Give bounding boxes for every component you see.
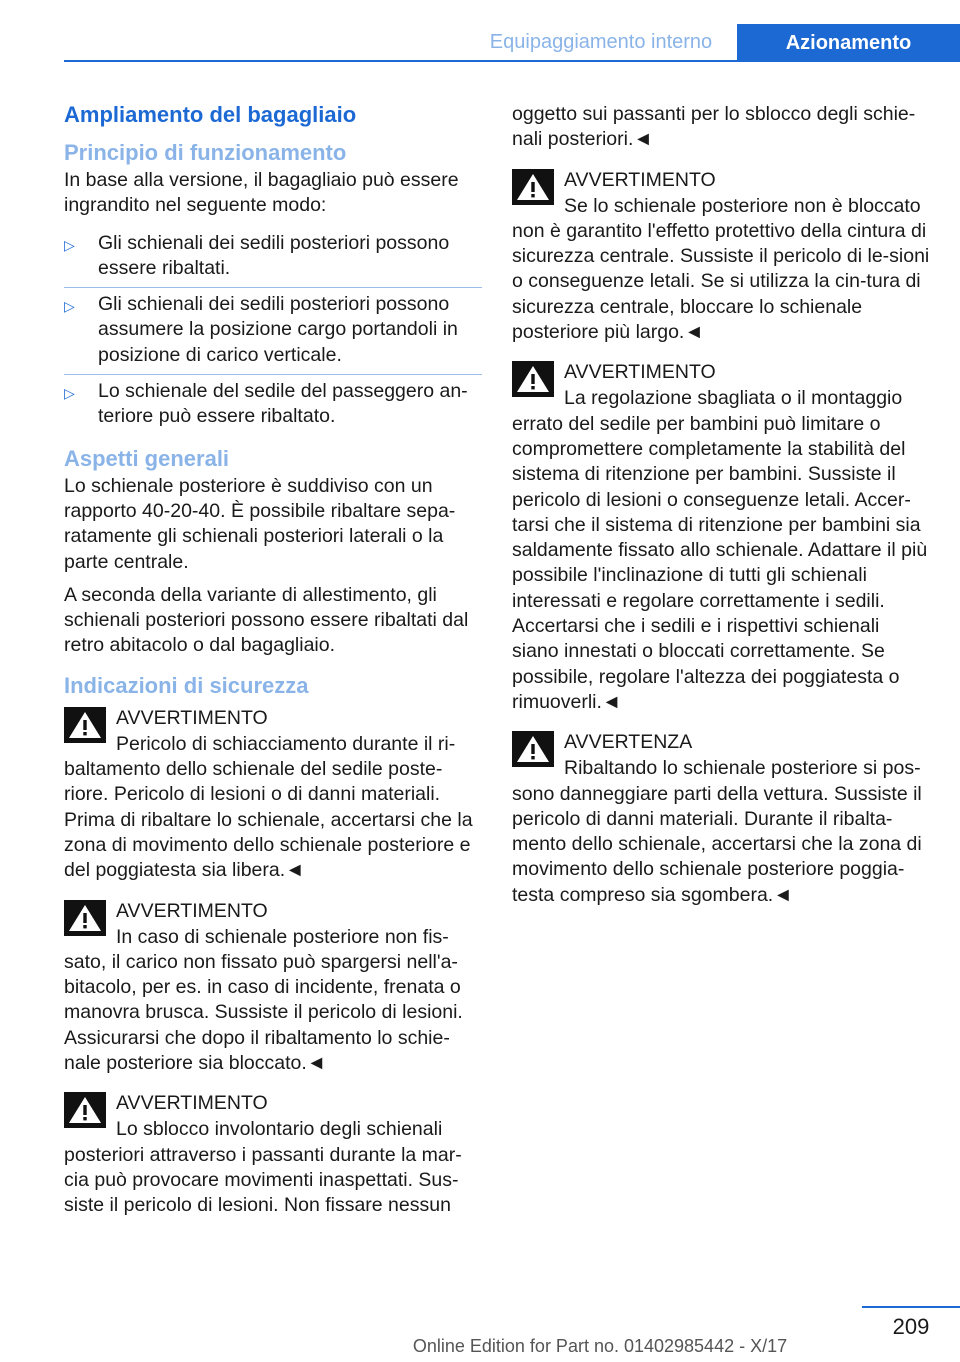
warning-text: Ribaltando lo schienale posteriore si pos‐sono danneggiare parti della vettura. Sussiste il pericolo di danni materiali. Durante il ribalta‐mento dello schienale, accertarsi che la zona di movimento dello schienale posteriore poggia‐testa compreso sia sgombera.◄ — [512, 757, 922, 906]
warning-text: In caso di schienale posteriore non fis‐sato, il carico non fissato può spargersi nell'a‐bitacolo, per es. in caso di incidente, frenata o manovra brusca. Sussiste il pericolo di lesioni. Assicurarsi che dopo il ribaltamento lo schie‐nale posteriore sia bloccato.◄ — [64, 925, 463, 1075]
warning-text: Lo sblocco involontario degli schienali posteriori attraverso i passanti durante la mar‐cia può provocare movimenti inaspettati. Sus‐siste il pericolo di lesioni. Non fissare nessun — [64, 1118, 462, 1217]
warning-block — [64, 898, 482, 1077]
header-rule — [64, 60, 960, 62]
warning-triangle-icon — [512, 169, 554, 205]
list-item — [64, 375, 482, 436]
triangle-right-icon: ▷ — [64, 236, 75, 253]
warning-triangle-icon — [64, 1092, 106, 1128]
warning-block — [512, 359, 930, 715]
section-title: Ampliamento del bagagliaio — [64, 102, 357, 127]
warning-triangle-icon — [512, 361, 554, 397]
list-item-text: Lo schienale del sedile del passeggero an‐teriore può essere ribaltato. — [98, 380, 468, 428]
warning-block — [512, 729, 930, 908]
warning-block — [64, 1090, 482, 1218]
general-paragraph-1: Lo schienale posteriore è suddiviso con un rapporto 40-20-40. È possibile ribaltare sepa‐ratamente gli schienali posteriori laterali o la parte centrale. — [64, 474, 456, 573]
warning-text: La regolazione sbagliata o il montaggio errato del sedile per bambini può limitare o compromettere completamente la stabilità del sistema di ritenzione per bambini. Sussiste il pericolo di lesioni o conseguenze letali. Accer‐tarsi che il sistema di ritenzione per bambini sia saldamente fissato allo schienale. Adattare il più possibile l'inclinazione di tutti gli schienali interessati e regolare correttamente i sedili. Accertarsi che i sedili e i rispettivi schienali siano innestati o bloccati correttamente. Se possibile, regolare l'altezza dei poggiatesta o rimuoverli.◄ — [512, 387, 928, 713]
left-column — [64, 100, 482, 1233]
general-paragraph-2: A seconda della variante di allestimento, gli schienali posteriori possono essere ribaltati dal retro abitacolo o dal bagagliaio. — [64, 583, 469, 657]
warning-title: AVVERTIMENTO — [116, 899, 268, 922]
right-column — [512, 102, 930, 922]
edition-note: Online Edition for Part no. 01402985442 - X/17 — [412, 1336, 788, 1356]
triangle-right-icon: ▷ — [64, 385, 75, 402]
header-section: Equipaggiamento interno — [489, 30, 713, 53]
warning-triangle-icon — [64, 900, 106, 936]
warning-title: AVVERTIMENTO — [116, 1092, 268, 1115]
warning-text: Pericolo di schiacciamento durante il ri‐baltamento dello schienale del sedile poste‐riore. Pericolo di lesioni o di danni materiali. Prima di ribaltare lo schienale, accertarsi che la zona di movimento dello schienale posteriore e del poggiatesta sia libera.◄ — [64, 732, 473, 882]
list-item-text: Gli schienali dei sedili posteriori possono essere ribaltati. — [98, 231, 450, 279]
triangle-right-icon: ▷ — [64, 298, 75, 315]
warning-title: AVVERTIMENTO — [116, 706, 268, 729]
intro-paragraph: In base alla versione, il bagagliaio può essere ingrandito nel seguente modo: — [64, 169, 459, 217]
warning-block — [512, 167, 930, 346]
page-number: 209 — [892, 1314, 930, 1339]
list-item — [64, 227, 482, 289]
warning-block — [64, 705, 482, 884]
footer-rule — [862, 1306, 960, 1308]
warning-title: AVVERTIMENTO — [564, 168, 716, 191]
options-list — [64, 227, 482, 436]
subheading-safety: Indicazioni di sicurezza — [64, 672, 309, 698]
warning-title: AVVERTENZA — [564, 731, 693, 754]
warning-triangle-icon — [64, 707, 106, 743]
warning-text: Se lo schienale posteriore non è bloccato non è garantito l'effetto protettivo della cintura di sicurezza centrale. Sussiste il pericolo di le‐sioni o conseguenze letali. Se si utilizza la cin‐tura di sicurezza centrale, bloccare lo schienale posteriore più largo.◄ — [512, 194, 930, 344]
continued-paragraph: oggetto sui passanti per lo sblocco degli schie‐nali posteriori.◄ — [512, 103, 916, 151]
subheading-principle: Principio di funzionamento — [64, 140, 347, 165]
subheading-general: Aspetti generali — [64, 445, 230, 471]
warning-title: AVVERTIMENTO — [564, 361, 716, 384]
list-item-text: Gli schienali dei sedili posteriori possono assumere la posizione cargo portandoli in posizione di carico verticale. — [98, 293, 458, 366]
list-item — [64, 288, 482, 375]
header-chapter: Azionamento — [737, 24, 960, 62]
warning-triangle-icon — [512, 731, 554, 767]
